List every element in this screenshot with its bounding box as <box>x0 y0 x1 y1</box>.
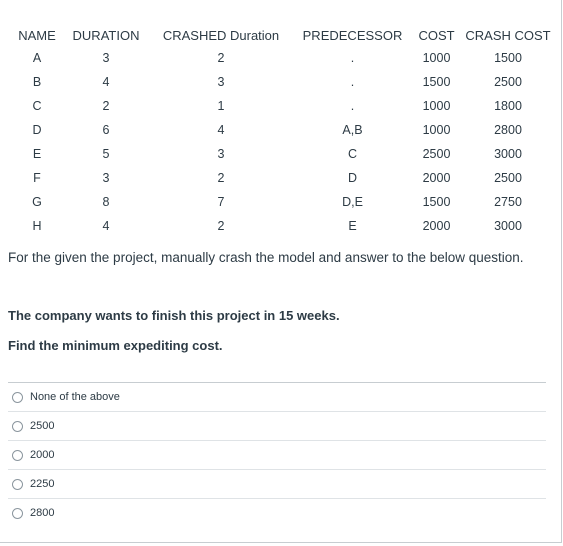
cell-predecessor: D,E <box>342 195 363 209</box>
table-row <box>8 46 552 70</box>
cell-cost: 2500 <box>422 147 451 161</box>
cell-name: B <box>32 75 42 89</box>
table-header-row <box>8 24 552 46</box>
radio-button-icon[interactable] <box>12 421 23 432</box>
cell-duration: 6 <box>102 123 110 137</box>
cell-name: E <box>32 147 42 161</box>
header-cost: COST <box>418 27 455 43</box>
cell-predecessor: D <box>347 171 358 185</box>
cell-predecessor: . <box>350 51 355 65</box>
radio-button-icon[interactable] <box>12 508 23 519</box>
table-row <box>8 190 552 214</box>
answer-label: 2800 <box>30 507 55 519</box>
cell-crash-cost: 2750 <box>494 195 522 209</box>
cell-cost: 2000 <box>422 171 451 185</box>
cell-crashed-duration: 2 <box>217 219 225 233</box>
question-text: The company wants to finish this project in 15 weeks. <box>8 308 340 323</box>
cell-crash-cost: 1500 <box>494 51 522 65</box>
cell-cost: 1500 <box>422 75 451 89</box>
header-crashed-duration: CRASHED Duration <box>162 27 280 43</box>
header-duration: DURATION <box>72 27 140 43</box>
answer-option-2000[interactable] <box>8 440 546 469</box>
cell-name: H <box>32 219 42 233</box>
cell-cost: 1000 <box>422 51 451 65</box>
cell-predecessor: E <box>348 219 357 233</box>
cell-name: A <box>32 51 42 65</box>
cell-crashed-duration: 3 <box>217 75 225 89</box>
cell-crashed-duration: 7 <box>217 195 225 209</box>
cell-predecessor: A,B <box>342 123 363 137</box>
answer-option-2500[interactable] <box>8 411 546 440</box>
table-row <box>8 166 552 190</box>
cell-duration: 3 <box>102 171 110 185</box>
instruction-text: For the given the project, manually crash the model and answer to the below question. <box>8 250 524 265</box>
cell-duration: 2 <box>102 99 110 113</box>
table-row <box>8 70 552 94</box>
table-row <box>8 94 552 118</box>
cell-name: D <box>32 123 42 137</box>
answer-label: 2000 <box>30 449 55 461</box>
radio-button-icon[interactable] <box>12 392 23 403</box>
table-row <box>8 214 552 238</box>
cell-crash-cost: 2500 <box>494 171 522 185</box>
cell-crash-cost: 1800 <box>494 99 522 113</box>
question-prompt: Find the minimum expediting cost. <box>8 338 223 353</box>
cell-crashed-duration: 4 <box>217 123 225 137</box>
cell-predecessor: C <box>347 147 358 161</box>
cell-cost: 1000 <box>422 99 451 113</box>
cell-predecessor: . <box>350 99 355 113</box>
header-name: NAME <box>18 27 56 43</box>
cell-cost: 1500 <box>422 195 451 209</box>
table-row <box>8 118 552 142</box>
cell-crash-cost: 3000 <box>494 147 522 161</box>
header-predecessor: PREDECESSOR <box>302 27 403 43</box>
answer-option-2250[interactable] <box>8 469 546 498</box>
cell-name: G <box>32 195 42 209</box>
cell-duration: 5 <box>102 147 110 161</box>
header-crash-cost: CRASH COST <box>465 27 551 43</box>
cell-name: C <box>32 99 42 113</box>
cell-cost: 1000 <box>422 123 451 137</box>
cell-crashed-duration: 1 <box>217 99 225 113</box>
cell-name: F <box>33 171 41 185</box>
answer-label: 2500 <box>30 420 55 432</box>
radio-button-icon[interactable] <box>12 450 23 461</box>
answer-list <box>8 382 546 527</box>
answer-option-2800[interactable] <box>8 498 546 527</box>
answer-option-none[interactable] <box>8 382 546 411</box>
cell-crash-cost: 3000 <box>494 219 522 233</box>
cell-duration: 4 <box>102 75 110 89</box>
cell-duration: 3 <box>102 51 110 65</box>
cell-crashed-duration: 2 <box>217 51 225 65</box>
cell-cost: 2000 <box>422 219 451 233</box>
cell-duration: 4 <box>102 219 110 233</box>
answer-label: None of the above <box>30 391 120 403</box>
radio-button-icon[interactable] <box>12 479 23 490</box>
cell-duration: 8 <box>102 195 110 209</box>
cell-crashed-duration: 3 <box>217 147 225 161</box>
cell-crash-cost: 2500 <box>494 75 522 89</box>
project-activity-table <box>8 24 552 238</box>
answer-label: 2250 <box>30 478 55 490</box>
cell-crash-cost: 2800 <box>494 123 522 137</box>
table-row <box>8 142 552 166</box>
cell-predecessor: . <box>350 75 355 89</box>
cell-crashed-duration: 2 <box>217 171 225 185</box>
